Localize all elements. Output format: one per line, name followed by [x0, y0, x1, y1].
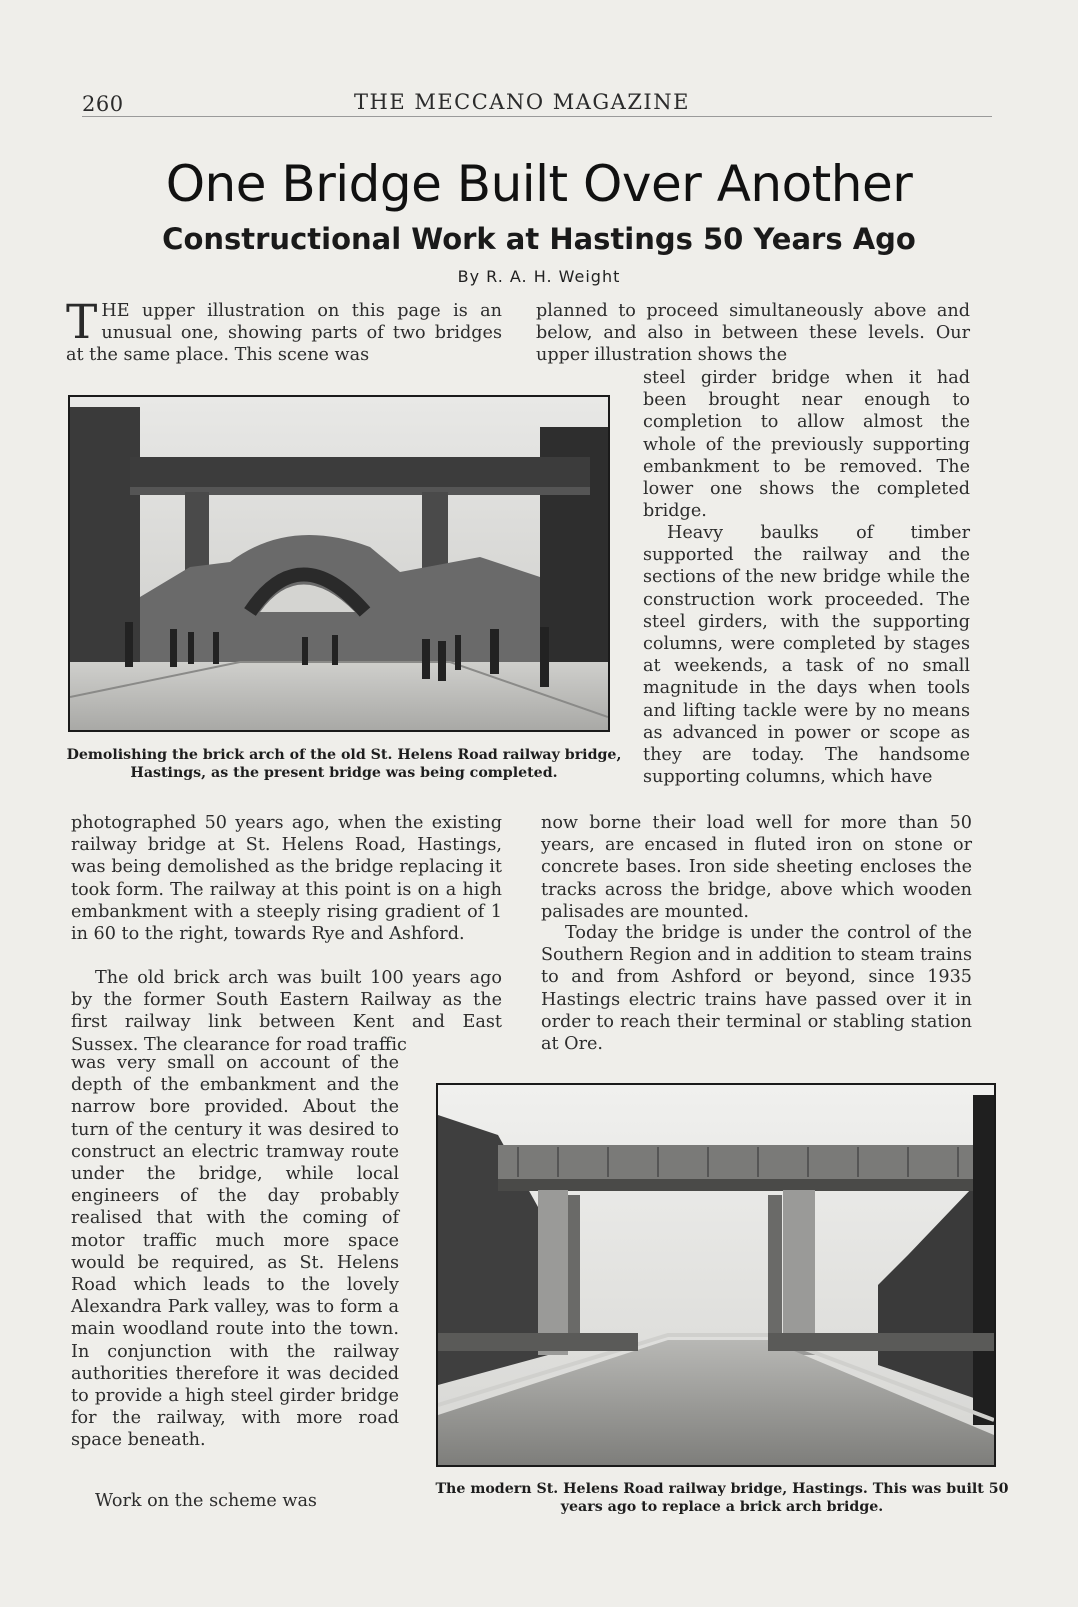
column1-mid-text-a: photographed 50 years ago, when the existing railway bridge at St. Helens Road, Hastings, was being demolished as the bridge replacing it took form. The railway at this point is on a high embankment with a steeply rising gradient of 1 in 60 to the right, towards Rye and Ashford.: [71, 813, 502, 945]
upper-photo-demolition: [68, 395, 610, 732]
intro-text: upper illustration on this page is an unusual one, showing parts of two bridges at the same place. This scene was: [66, 301, 502, 366]
running-header: [82, 88, 992, 117]
intro-small-caps: HE: [101, 301, 130, 321]
column2-mid-text-b-body: Today the bridge is under the control of the Southern Region and in addition to steam trains to and from Ashford or beyond, since 1935 Hastings electric trains have passed over it in order to reach their terminal or stabling station at Ore.: [541, 923, 972, 1055]
article-byline: By R. A. H. Weight: [457, 267, 621, 286]
magazine-name: THE MECCANO MAGAZINE: [354, 90, 690, 114]
page-number: 260: [82, 92, 124, 116]
upper-photo-caption: Demolishing the brick arch of the old St. Helens Road railway bridge, Hastings, as the present bridge was being completed.: [66, 747, 622, 781]
column2-top-text: planned to proceed simultaneously above and below, and also in between these levels. Our upper illustration shows the: [536, 301, 970, 366]
column2-narrow-text-a: steel girder bridge when it had been brought near enough to completion to allow almost the whole of the previously supporting embankment to be removed. The lower one shows the completed bridge.: [643, 368, 970, 522]
column2-mid-text-a: now borne their load well for more than 50 years, are encased in fluted iron on stone or concrete bases. Iron side sheeting encloses the tracks across the bridge, above which wooden palisades are mounted.: [541, 813, 972, 922]
column2-mid-text-b: [541, 922, 972, 1055]
lower-photo-caption: The modern St. Helens Road railway bridge, Hastings. This was built 50 years ago to replace a brick arch bridge.: [435, 1481, 1009, 1515]
drop-cap: T: [66, 295, 98, 350]
column1-narrow-text: was very small on account of the depth of the embankment and the narrow bore provided. About the turn of the century it was desired to construct an electric tramway route under the bridge, while local engineers of the day probably realised that with the coming of motor traffic much more space would be required, as St. Helens Road which leads to the lovely Alexandra Park valley, was to form a main woodland route into the town. In conjunction with the railway authorities therefore it was decided to provide a high steel girder bridge for the railway, with more road space beneath.: [71, 1053, 399, 1451]
article-title: One Bridge Built Over Another: [165, 155, 913, 213]
column2-narrow-text-b-body: Heavy baulks of timber supported the railway and the sections of the new bridge while the construction work proceeded. The steel girders, with the supporting columns, were completed by stages at weekends, a task of no small magnitude in the days when tools and lifting tackle were by no means as advanced in power or scope as they are today. The handsome supporting columns, which have: [643, 523, 970, 788]
intro-paragraph: [66, 295, 502, 367]
column1-last-line: [71, 1490, 399, 1512]
column2-narrow-text-b: [643, 522, 970, 788]
article-subtitle: Constructional Work at Hastings 50 Years Ago: [162, 222, 916, 256]
column1-mid-text-b: [71, 967, 502, 1056]
lower-photo-modern-bridge: [436, 1083, 996, 1467]
column1-mid-text-b-body: The old brick arch was built 100 years ago by the former South Eastern Railway as the first railway link between Kent and East Sussex. The clearance for road traffic: [71, 968, 502, 1055]
column1-last-line-body: Work on the scheme was: [95, 1491, 317, 1511]
